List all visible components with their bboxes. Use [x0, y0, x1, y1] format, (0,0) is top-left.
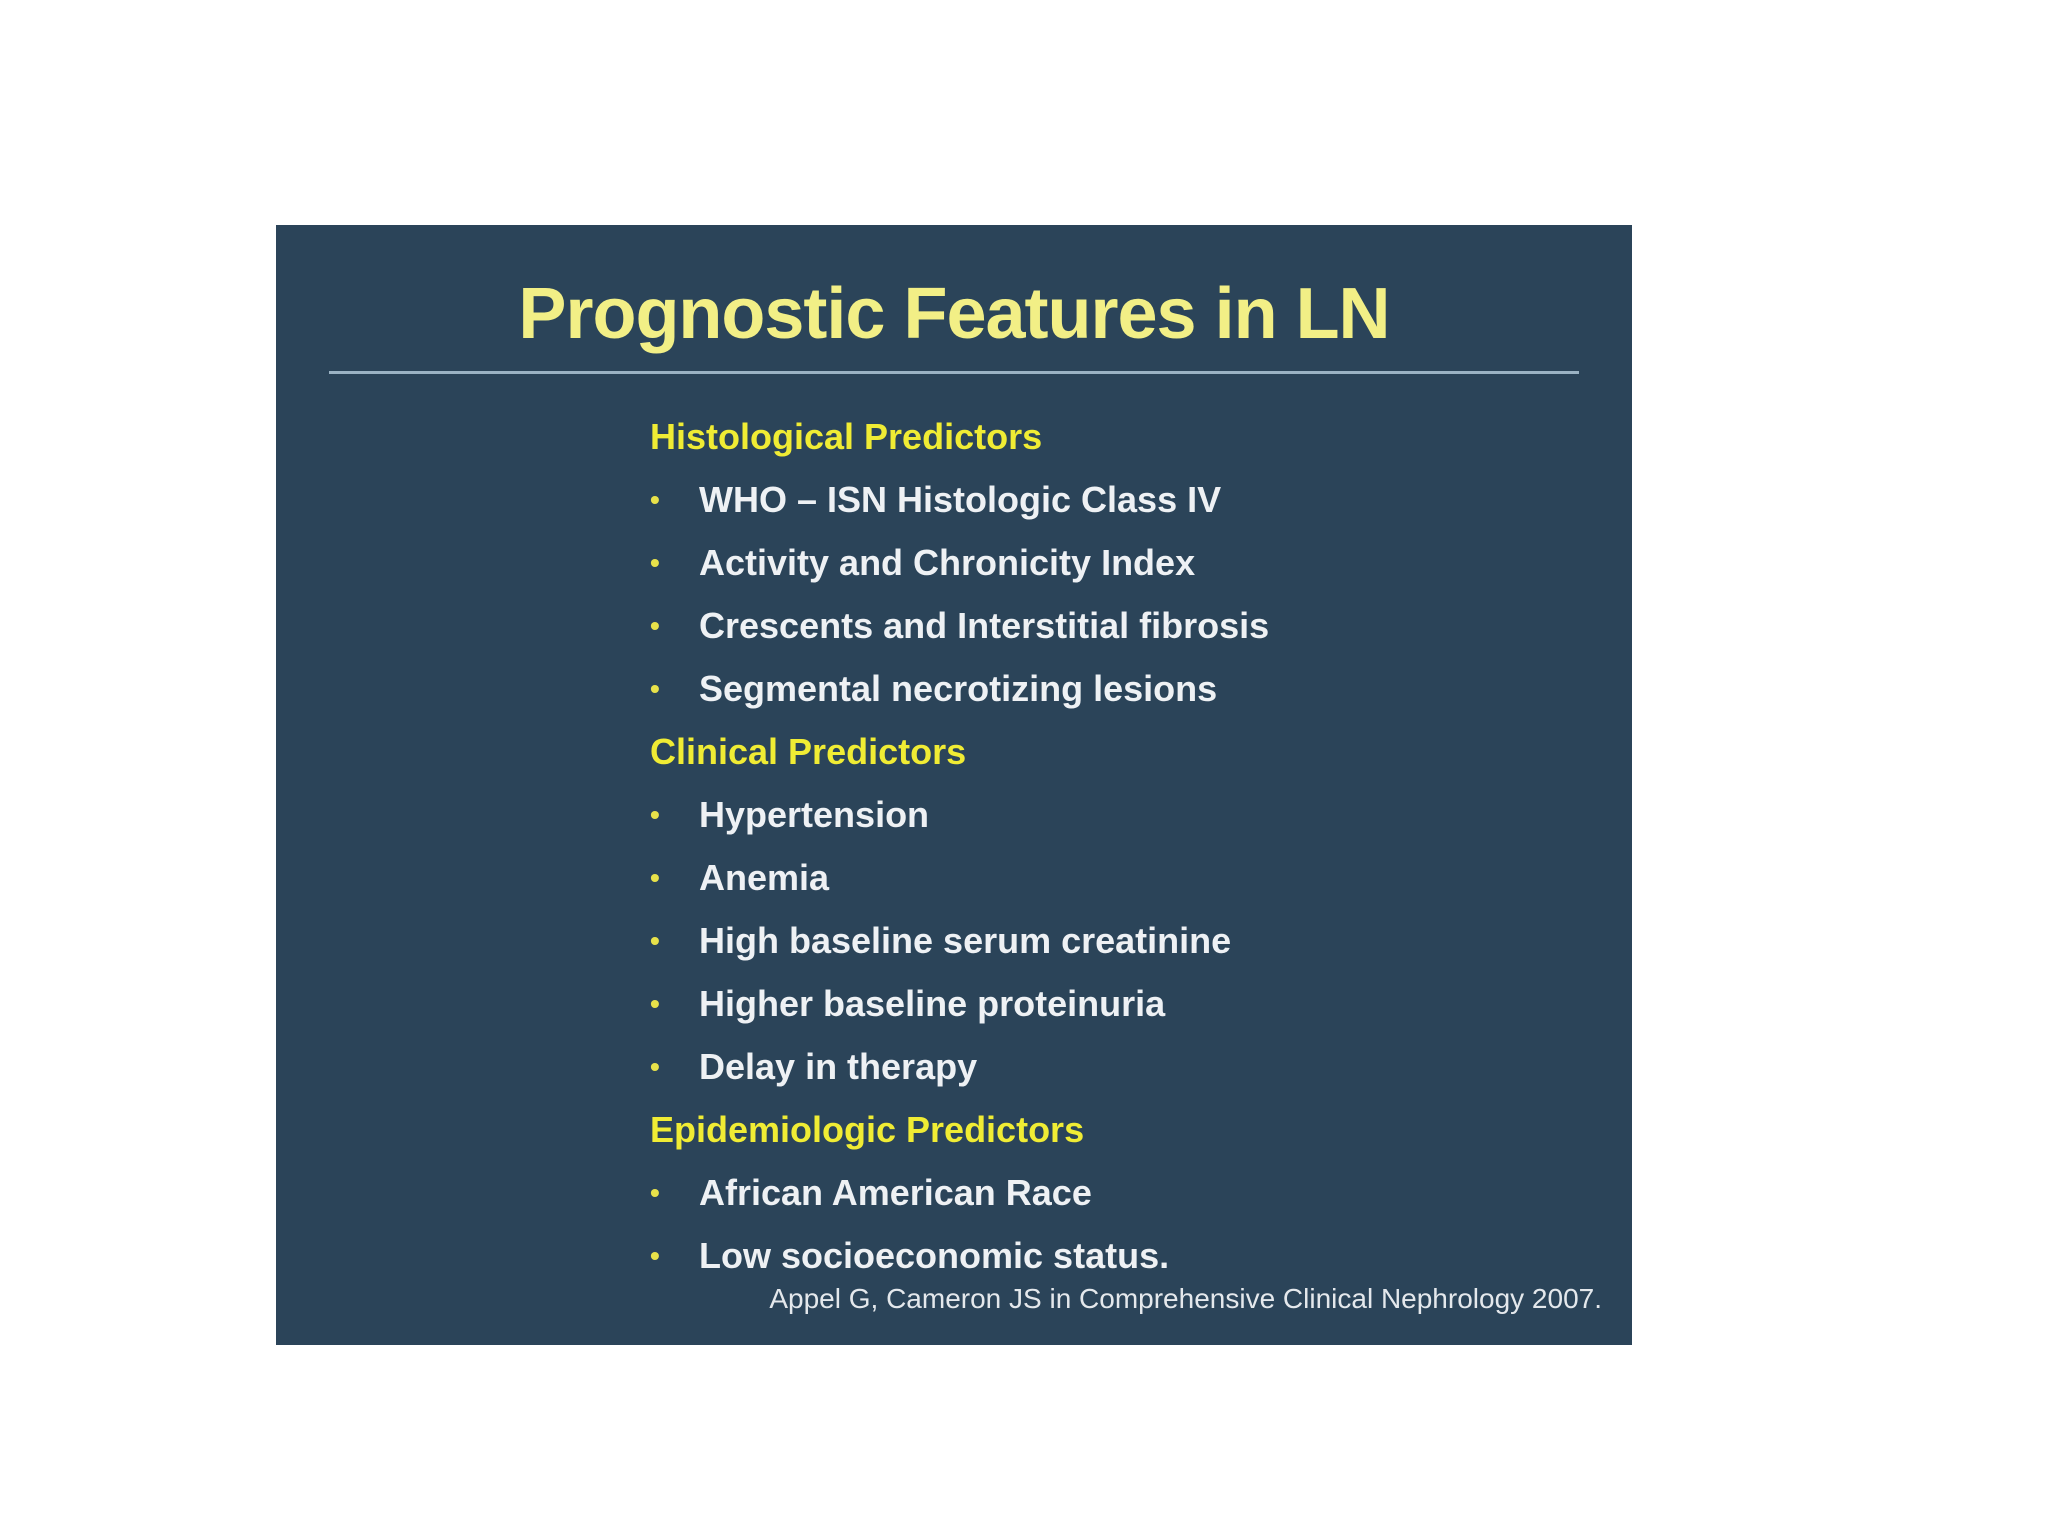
list-item: [650, 531, 1610, 594]
list-item: [650, 657, 1610, 720]
bullet-icon: •: [650, 862, 660, 893]
bullet-icon: •: [650, 799, 660, 830]
list-item-text: Segmental necrotizing lesions: [699, 668, 1218, 709]
list-item-text: Higher baseline proteinuria: [699, 983, 1166, 1024]
list-item-text: Crescents and Interstitial fibrosis: [699, 605, 1270, 646]
list-item: [650, 1035, 1610, 1098]
bullet-list-epidemiologic: [650, 1161, 1610, 1287]
bullet-icon: •: [650, 547, 660, 578]
list-item: [650, 594, 1610, 657]
list-item-text: African American Race: [699, 1172, 1092, 1213]
bullet-icon: •: [650, 673, 660, 704]
bullet-icon: •: [650, 988, 660, 1019]
bullet-list-histological: [650, 468, 1610, 720]
list-item-text: Hypertension: [699, 794, 930, 835]
list-item: [650, 783, 1610, 846]
bullet-icon: •: [650, 1051, 660, 1082]
list-item-text: Activity and Chronicity Index: [699, 542, 1196, 583]
list-item: [650, 846, 1610, 909]
title-divider: [329, 371, 1579, 374]
bullet-icon: •: [650, 484, 660, 515]
section-heading-epidemiologic: Epidemiologic Predictors: [650, 1109, 1085, 1150]
list-item-text: Anemia: [699, 857, 830, 898]
section-heading-clinical: Clinical Predictors: [650, 731, 967, 772]
bullet-icon: •: [650, 1177, 660, 1208]
bullet-icon: •: [650, 925, 660, 956]
list-item-text: High baseline serum creatinine: [699, 920, 1232, 961]
section-heading-histological: Histological Predictors: [650, 416, 1043, 457]
list-item-text: Delay in therapy: [699, 1046, 978, 1087]
slide-content: [650, 405, 1610, 1287]
slide-title: Prognostic Features in LN: [518, 274, 1390, 354]
bullet-icon: •: [650, 610, 660, 641]
list-item: [650, 1161, 1610, 1224]
citation-text: Appel G, Cameron JS in Comprehensive Clinical Nephrology 2007.: [769, 1283, 1602, 1314]
list-item: [650, 1224, 1610, 1287]
list-item: [650, 909, 1610, 972]
bullet-icon: •: [650, 1240, 660, 1271]
list-item-text: WHO – ISN Histologic Class IV: [699, 479, 1222, 520]
list-item: [650, 972, 1610, 1035]
list-item: [650, 468, 1610, 531]
bullet-list-clinical: [650, 783, 1610, 1098]
slide: [276, 225, 1632, 1345]
list-item-text: Low socioeconomic status.: [699, 1235, 1170, 1276]
